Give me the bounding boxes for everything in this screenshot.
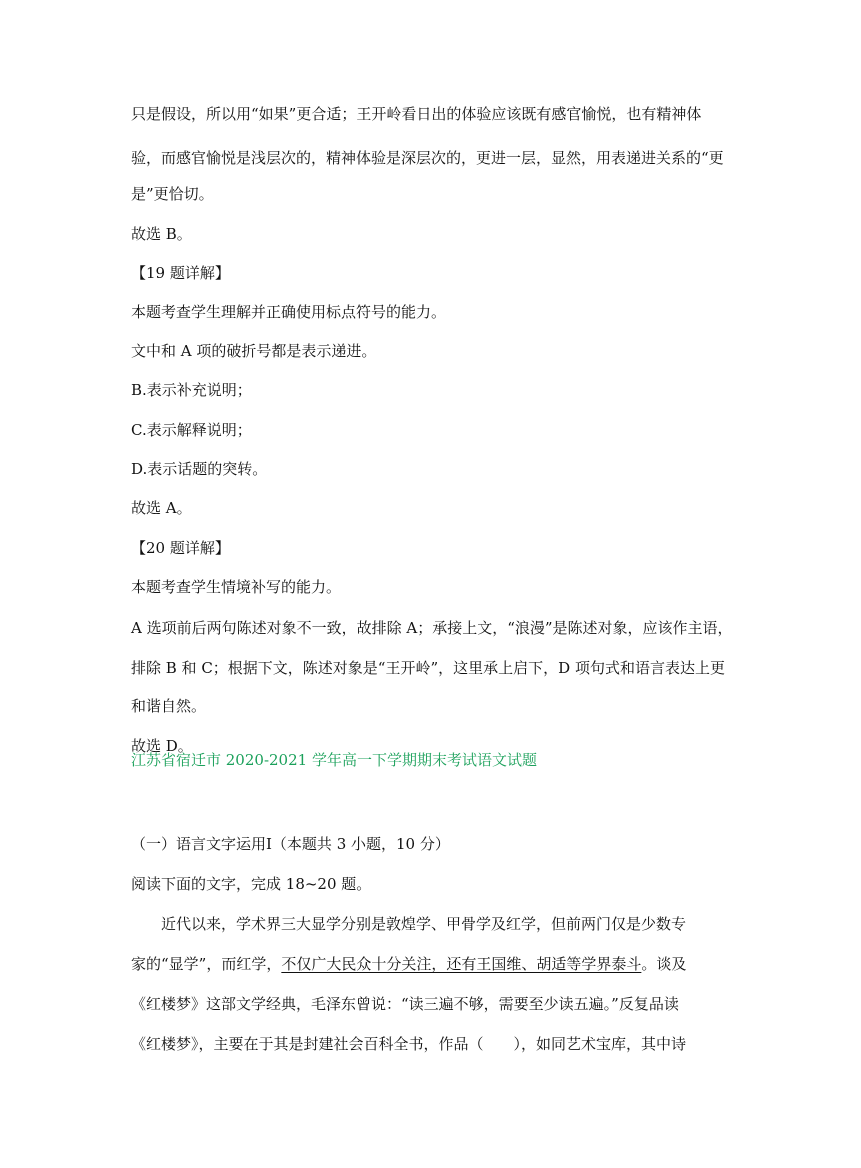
explanation-line: 验，而感官愉悦是浅层次的，精神体验是深层次的，更进一层，显然，用表递进关系的“更 xyxy=(131,149,724,167)
explanation-line: 本题考查学生情境补写的能力。 xyxy=(131,578,342,596)
passage-line: 近代以来，学术界三大显学分别是敦煌学、甲骨学及红学，但前两门仅是少数专 xyxy=(161,915,687,933)
underlined-phrase: 不仅广大民众十分关注，还有王国维、胡适等学界泰斗 xyxy=(281,955,642,973)
answer-line: 故选 D。 xyxy=(131,737,193,755)
passage-text: 。谈及 xyxy=(641,955,687,973)
explanation-line: 排除 B 和 C；根据下文，陈述对象是“王开岭”，这里承上启下，D 项句式和语言表达上更 xyxy=(131,659,725,677)
question-heading: 【20 题详解】 xyxy=(131,539,230,557)
explanation-line: 是”更恰切。 xyxy=(131,185,214,203)
source-title: 江苏省宿迁市 2020-2021 学年高一下学期期末考试语文试题 xyxy=(131,751,537,769)
question-heading: 【19 题详解】 xyxy=(131,264,230,282)
option-line: B.表示补充说明； xyxy=(131,381,252,399)
instruction-line: 阅读下面的文字，完成 18~20 题。 xyxy=(131,875,372,893)
explanation-line: 本题考查学生理解并正确使用标点符号的能力。 xyxy=(131,303,447,321)
passage-text: 家的“显学”，而红学， xyxy=(131,955,282,973)
section-heading: （一）语言文字运用Ⅰ（本题共 3 小题，10 分） xyxy=(131,835,450,853)
answer-line: 故选 A。 xyxy=(131,499,192,517)
passage-line: 《红楼梦》这部文学经典，毛泽东曾说：“读三遍不够，需要至少读五遍。”反复品读 xyxy=(131,995,679,1013)
option-line: C.表示解释说明； xyxy=(131,421,252,439)
passage-line: 《红楼梦》，主要在于其是封建社会百科全书，作品（ ），如同艺术宝库，其中诗 xyxy=(131,1035,687,1053)
option-line: D.表示话题的突转。 xyxy=(131,460,268,478)
explanation-line: 只是假设，所以用“如果”更合适；王开岭看日出的体验应该既有感官愉悦，也有精神体 xyxy=(131,105,702,123)
explanation-line: 和谐自然。 xyxy=(131,697,207,715)
explanation-line: 文中和 A 项的破折号都是表示递进。 xyxy=(131,342,377,360)
passage-line xyxy=(131,954,686,974)
answer-line: 故选 B。 xyxy=(131,225,192,243)
explanation-line: A 选项前后两句陈述对象不一致，故排除 A；承接上文，“浪漫”是陈述对象，应该作主语， xyxy=(131,619,733,637)
